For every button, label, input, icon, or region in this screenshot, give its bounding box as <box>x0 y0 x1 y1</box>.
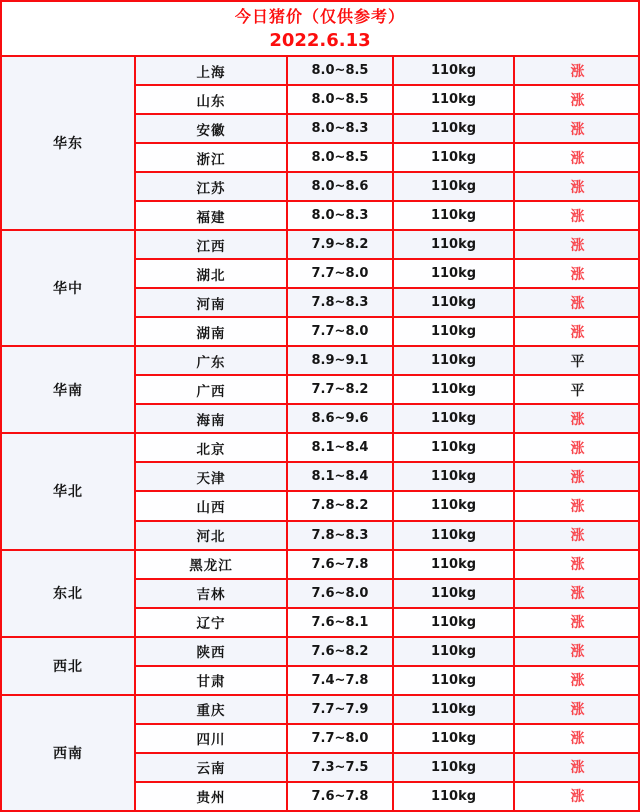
weight-cell: 110kg <box>393 230 514 259</box>
province-cell: 广东 <box>135 346 287 375</box>
weight-cell: 110kg <box>393 550 514 579</box>
trend-cell: 涨 <box>514 114 640 143</box>
region-cell: 华东 <box>1 56 135 230</box>
weight-cell: 110kg <box>393 579 514 608</box>
price-cell: 7.7~8.2 <box>287 375 393 404</box>
price-cell: 7.6~7.8 <box>287 550 393 579</box>
province-cell: 湖北 <box>135 259 287 288</box>
price-cell: 8.1~8.4 <box>287 462 393 491</box>
weight-cell: 110kg <box>393 782 514 811</box>
trend-cell: 涨 <box>514 259 640 288</box>
weight-cell: 110kg <box>393 85 514 114</box>
weight-cell: 110kg <box>393 724 514 753</box>
table-row <box>1 56 640 85</box>
province-cell: 陕西 <box>135 637 287 666</box>
table-row <box>1 230 640 259</box>
price-cell: 7.6~7.8 <box>287 782 393 811</box>
weight-cell: 110kg <box>393 404 514 433</box>
trend-cell: 涨 <box>514 724 640 753</box>
region-cell: 华中 <box>1 230 135 346</box>
weight-cell: 110kg <box>393 637 514 666</box>
province-cell: 河南 <box>135 288 287 317</box>
table-row <box>1 695 640 724</box>
province-cell: 吉林 <box>135 579 287 608</box>
trend-cell: 涨 <box>514 695 640 724</box>
trend-cell: 涨 <box>514 201 640 230</box>
trend-cell: 涨 <box>514 230 640 259</box>
price-cell: 8.0~8.3 <box>287 201 393 230</box>
region-cell: 西南 <box>1 695 135 811</box>
weight-cell: 110kg <box>393 521 514 550</box>
province-cell: 黑龙江 <box>135 550 287 579</box>
price-cell: 7.3~7.5 <box>287 753 393 782</box>
region-cell: 西北 <box>1 637 135 695</box>
trend-cell: 涨 <box>514 317 640 346</box>
price-cell: 7.7~8.0 <box>287 724 393 753</box>
weight-cell: 110kg <box>393 56 514 85</box>
table-row <box>1 346 640 375</box>
trend-cell: 涨 <box>514 579 640 608</box>
province-cell: 天津 <box>135 462 287 491</box>
weight-cell: 110kg <box>393 433 514 462</box>
price-cell: 7.8~8.3 <box>287 521 393 550</box>
province-cell: 北京 <box>135 433 287 462</box>
weight-cell: 110kg <box>393 114 514 143</box>
trend-cell: 涨 <box>514 521 640 550</box>
province-cell: 上海 <box>135 56 287 85</box>
province-cell: 甘肃 <box>135 666 287 695</box>
weight-cell: 110kg <box>393 491 514 520</box>
trend-cell: 涨 <box>514 172 640 201</box>
weight-cell: 110kg <box>393 346 514 375</box>
price-cell: 8.0~8.6 <box>287 172 393 201</box>
price-cell: 7.7~8.0 <box>287 259 393 288</box>
weight-cell: 110kg <box>393 695 514 724</box>
table-row <box>1 550 640 579</box>
table-row <box>1 433 640 462</box>
weight-cell: 110kg <box>393 608 514 637</box>
price-table <box>0 55 640 812</box>
province-cell: 重庆 <box>135 695 287 724</box>
weight-cell: 110kg <box>393 259 514 288</box>
table-row <box>1 637 640 666</box>
price-cell: 8.9~9.1 <box>287 346 393 375</box>
trend-cell: 涨 <box>514 666 640 695</box>
price-cell: 7.6~8.0 <box>287 579 393 608</box>
province-cell: 四川 <box>135 724 287 753</box>
price-cell: 7.6~8.1 <box>287 608 393 637</box>
region-cell: 华南 <box>1 346 135 433</box>
province-cell: 江西 <box>135 230 287 259</box>
page-title: 今日猪价（仅供参考） <box>234 7 405 26</box>
price-cell: 7.8~8.3 <box>287 288 393 317</box>
trend-cell: 涨 <box>514 288 640 317</box>
province-cell: 广西 <box>135 375 287 404</box>
price-cell: 8.0~8.5 <box>287 143 393 172</box>
trend-cell: 涨 <box>514 608 640 637</box>
province-cell: 山东 <box>135 85 287 114</box>
trend-cell: 涨 <box>514 550 640 579</box>
price-cell: 8.0~8.5 <box>287 85 393 114</box>
region-cell: 东北 <box>1 550 135 637</box>
province-cell: 山西 <box>135 491 287 520</box>
province-cell: 湖南 <box>135 317 287 346</box>
price-cell: 8.0~8.5 <box>287 56 393 85</box>
weight-cell: 110kg <box>393 172 514 201</box>
trend-cell: 涨 <box>514 753 640 782</box>
trend-cell: 涨 <box>514 433 640 462</box>
trend-cell: 涨 <box>514 782 640 811</box>
weight-cell: 110kg <box>393 462 514 491</box>
province-cell: 浙江 <box>135 143 287 172</box>
trend-cell: 涨 <box>514 85 640 114</box>
weight-cell: 110kg <box>393 288 514 317</box>
price-cell: 8.6~9.6 <box>287 404 393 433</box>
price-cell: 7.8~8.2 <box>287 491 393 520</box>
price-table-body <box>1 56 640 811</box>
trend-cell: 涨 <box>514 56 640 85</box>
weight-cell: 110kg <box>393 317 514 346</box>
province-cell: 江苏 <box>135 172 287 201</box>
weight-cell: 110kg <box>393 753 514 782</box>
price-cell: 7.4~7.8 <box>287 666 393 695</box>
province-cell: 海南 <box>135 404 287 433</box>
price-cell: 8.0~8.3 <box>287 114 393 143</box>
trend-cell: 涨 <box>514 637 640 666</box>
region-cell: 华北 <box>1 433 135 549</box>
trend-cell: 涨 <box>514 491 640 520</box>
weight-cell: 110kg <box>393 666 514 695</box>
province-cell: 辽宁 <box>135 608 287 637</box>
province-cell: 河北 <box>135 521 287 550</box>
trend-cell: 涨 <box>514 404 640 433</box>
price-cell: 8.1~8.4 <box>287 433 393 462</box>
province-cell: 云南 <box>135 753 287 782</box>
price-cell: 7.6~8.2 <box>287 637 393 666</box>
trend-cell: 平 <box>514 346 640 375</box>
table-header <box>0 0 640 55</box>
weight-cell: 110kg <box>393 201 514 230</box>
province-cell: 福建 <box>135 201 287 230</box>
trend-cell: 涨 <box>514 462 640 491</box>
price-cell: 7.9~8.2 <box>287 230 393 259</box>
trend-cell: 平 <box>514 375 640 404</box>
weight-cell: 110kg <box>393 143 514 172</box>
weight-cell: 110kg <box>393 375 514 404</box>
price-cell: 7.7~7.9 <box>287 695 393 724</box>
price-cell: 7.7~8.0 <box>287 317 393 346</box>
date-label: 2022.6.13 <box>269 30 371 51</box>
trend-cell: 涨 <box>514 143 640 172</box>
province-cell: 贵州 <box>135 782 287 811</box>
province-cell: 安徽 <box>135 114 287 143</box>
